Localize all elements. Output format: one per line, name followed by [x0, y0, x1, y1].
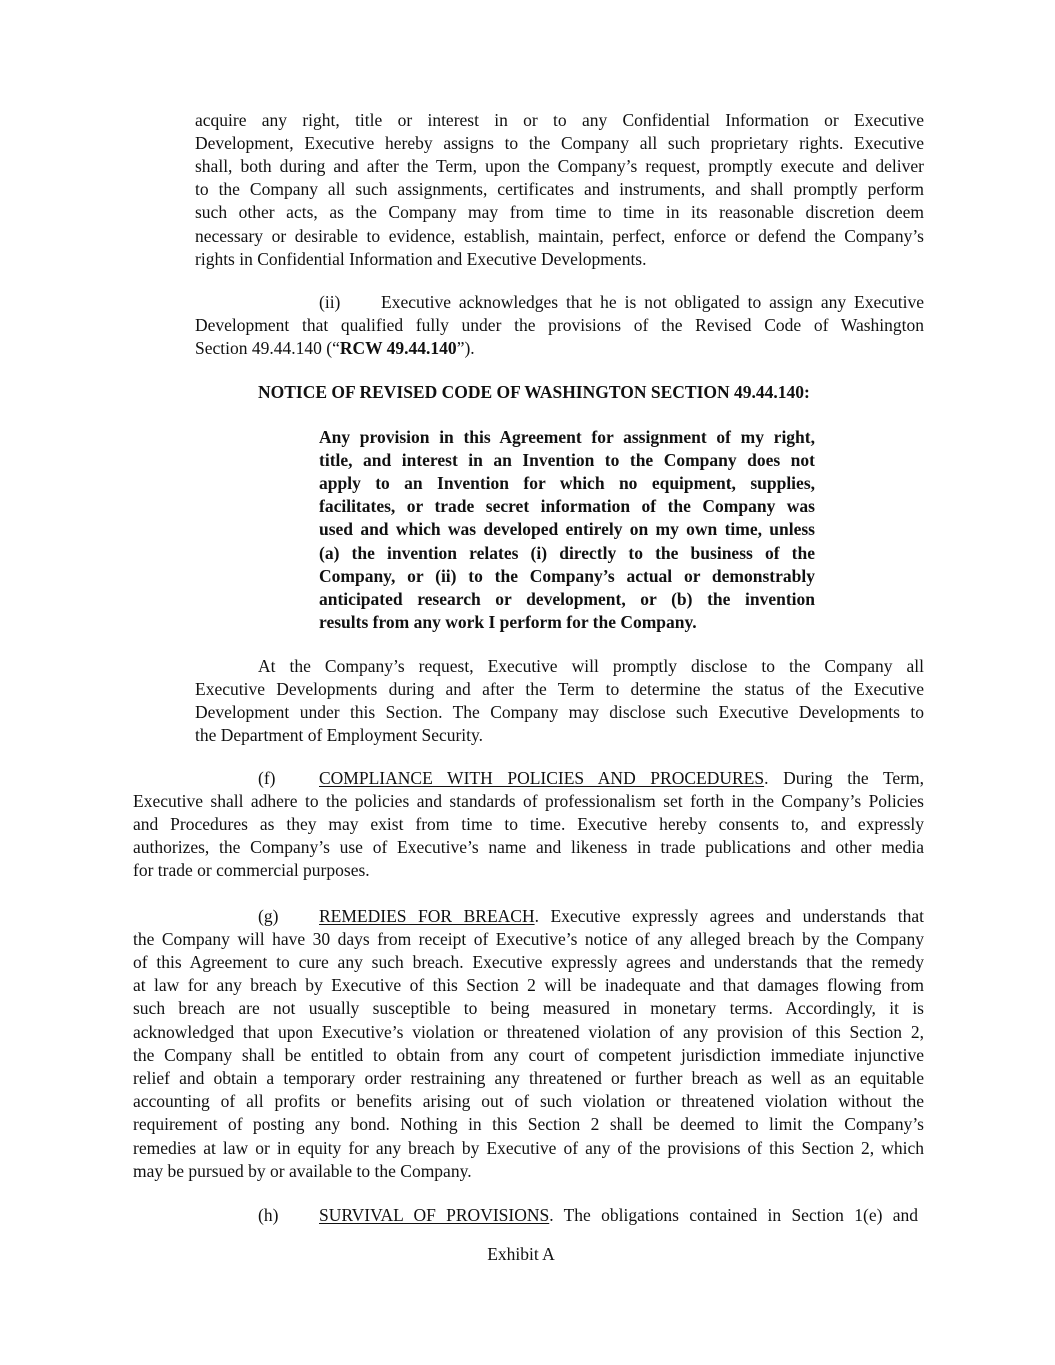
text-line: anticipated research or development, or (b) the invention [319, 588, 815, 609]
section-heading: COMPLIANCE WITH POLICIES AND PROCEDURES [319, 767, 765, 788]
text-line: Executive acknowledges that he is not obligated to assign any Executive [381, 291, 924, 312]
section-label: (f) [258, 767, 276, 788]
text-line: REMEDIES FOR BREACH. Executive expressly agrees and understands that [319, 905, 924, 926]
text-line [258, 381, 898, 404]
text-line: SURVIVAL OF PROVISIONS. The obligations contained in Section 1(e) and [319, 1204, 918, 1225]
text-line: acknowledged that upon Executive’s violation or threatened violation of any provision of this Section 2, [133, 1021, 924, 1042]
text-line: acquire any right, title or interest in or to any Confidential Information or Executive [195, 109, 924, 130]
section-label: (g) [258, 905, 279, 926]
text-line: necessary or desirable to evidence, establish, maintain, perfect, enforce or defend the Company’s [195, 225, 924, 246]
text-line: used and which was developed entirely on my own time, unless [319, 519, 815, 540]
text-line: apply to an Invention for which no equipment, supplies, [319, 472, 815, 493]
text-line: Section 49.44.140 (“RCW 49.44.140”). [195, 337, 475, 358]
text-line: of this Agreement to cure any such breach. Executive expressly agrees and understands that the remedy [133, 951, 924, 972]
section-heading: SURVIVAL OF PROVISIONS [319, 1204, 550, 1225]
text-line: such breach are not usually susceptible to being measured in monetary terms. Accordingly, it is [133, 998, 924, 1019]
text-line: to the Company all such assignments, certificates and instruments, and shall promptly perform [195, 179, 924, 200]
text-line: at law for any breach by Executive of this Section 2 will be inadequate and that damages flowing from [133, 975, 924, 996]
text-line: title, and interest in an Invention to the Company does not [319, 449, 815, 470]
text-line: Development that qualified fully under the provisions of the Revised Code of Washington [195, 314, 924, 335]
text-line: the Company will have 30 days from receipt of Executive’s notice of any alleged breach by the Company [133, 928, 924, 949]
text-line: remedies at law or in equity for any breach by Executive of any of the provisions of this Section 2, which [133, 1137, 924, 1158]
text-line: for trade or commercial purposes. [133, 860, 370, 881]
text-line: (a) the invention relates (i) directly to the business of the [319, 542, 815, 563]
text-line: rights in Confidential Information and Executive Developments. [195, 248, 647, 269]
bold-term: NOTICE OF REVISED CODE OF WASHINGTON SECTION 49.44.140: [258, 381, 810, 402]
text-line: Development, Executive hereby assigns to the Company all such proprietary rights. Executive [195, 132, 924, 153]
text-line: results from any work I perform for the Company. [319, 612, 697, 633]
text-line: relief and obtain a temporary order restraining any threatened or further breach as well as an equitable [133, 1067, 924, 1088]
bold-term: RCW 49.44.140 [339, 337, 457, 358]
text-line: may be pursued by or available to the Company. [133, 1160, 472, 1181]
text-line: At the Company’s request, Executive will promptly disclose to the Company all [258, 655, 924, 676]
text-line: COMPLIANCE WITH POLICIES AND PROCEDURES. During the Term, [319, 767, 924, 788]
text-line: Company, or (ii) to the Company’s actual or demonstrably [319, 565, 815, 586]
text-line: Executive Developments during and after the Term to determine the status of the Executive [195, 678, 924, 699]
text-line: such other acts, as the Company may from time to time in its reasonable discretion deem [195, 202, 924, 223]
text-line: accounting of all profits or benefits arising out of such violation or threatened violation without the [133, 1091, 924, 1112]
text-line: facilitates, or trade secret information of the Company was [319, 496, 815, 517]
section-label: (ii) [319, 291, 341, 312]
text-line: Executive shall adhere to the policies and standards of professionalism set forth in the Company’s Policies [133, 790, 924, 811]
text-line: Development under this Section. The Company may disclose such Executive Developments to [195, 701, 924, 722]
text-line: the Company shall be entitled to obtain from any court of competent jurisdiction immediate injunctive [133, 1044, 924, 1065]
text-line: shall, both during and after the Term, upon the Company’s request, promptly execute and deliver [195, 155, 924, 176]
text-line: Any provision in this Agreement for assignment of my right, [319, 426, 815, 447]
text-line: requirement of posting any bond. Nothing in this Section 2 shall be deemed to limit the Company’s [133, 1114, 924, 1135]
page-footer: Exhibit A [487, 1244, 555, 1264]
text-line: the Department of Employment Security. [195, 725, 484, 746]
section-label: (h) [258, 1204, 279, 1225]
text-line: authorizes, the Company’s use of Executive’s name and likeness in trade publications and other media [133, 837, 924, 858]
section-heading: REMEDIES FOR BREACH [319, 905, 535, 926]
text-line: and Procedures as they may exist from time to time. Executive hereby consents to, and expressly [133, 813, 924, 834]
